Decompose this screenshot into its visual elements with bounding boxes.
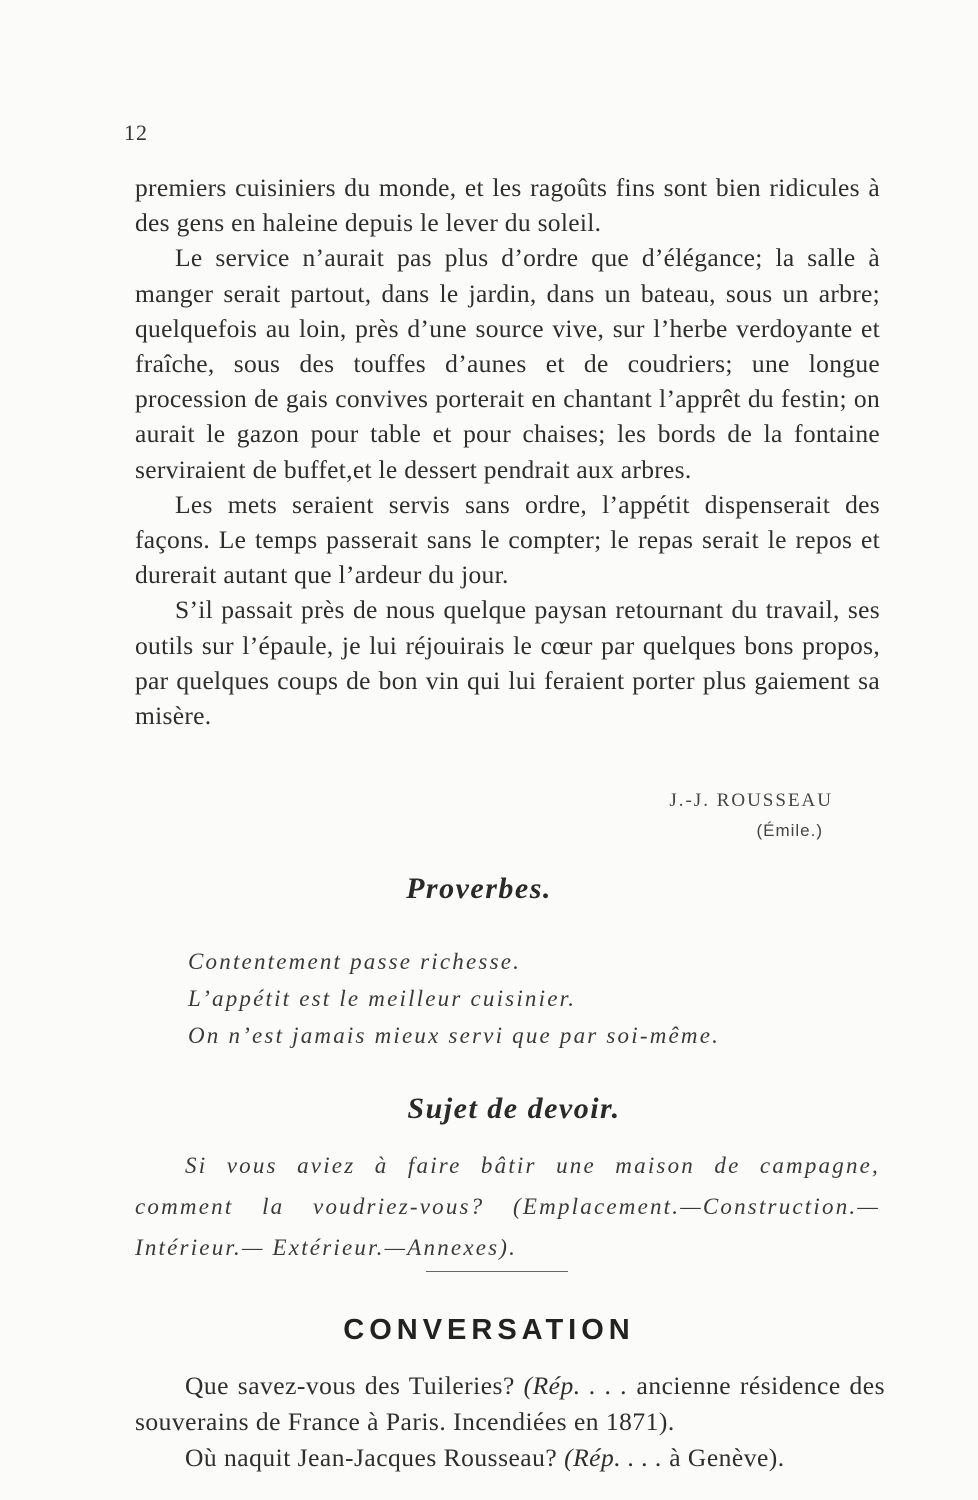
passage-paragraph: premiers cuisiniers du monde, et les ragoûts fins sont bien ridicules à des gens en haleine depuis le lever du soleil. [135,173,880,238]
conversation-question-2 [135,1440,885,1476]
proverb-item: Contentement passe richesse. [188,949,522,974]
proverbs-list [188,943,720,1054]
passage-text [135,170,880,733]
passage-paragraph: S’il passait près de nous quelque paysan retournant du travail, ses outils sur l’épaule, je lui réjouirais le cœur par quelques bons propos, par quelques coups de bon vin qui lui feraient porter plus gaiement sa misère. [135,595,880,731]
passage-paragraph: Les mets seraient servis sans ordre, l’appétit dispenserait des façons. Le temps passerait sans le compter; le repas serait le repos et durerait autant que l’ardeur du jour. [135,489,880,590]
conversation-heading: CONVERSATION [343,1314,635,1346]
signature [669,786,833,846]
author-name: J.-J. ROUSSEAU [669,790,833,811]
proverb-item: L’appétit est le meilleur cuisinier. [188,986,577,1011]
question-text: Que savez-vous des Tuileries? [185,1371,515,1400]
proverbs-heading: Proverbes. [406,872,552,905]
proverb-item: On n’est jamais mieux servi que par soi-même. [188,1023,721,1048]
answer-text: à Genève). [669,1443,785,1472]
answer-label: (Rép. . . . [564,1443,663,1472]
passage-paragraph: Le service n’aurait pas plus d’ordre que d’élégance; la salle à manger serait partout, dans le jardin, dans un bateau, sous un arbre; quelquefois au loin, près d’une source vive, sur l’herbe verdoyante et fraîche, sous des touffes d’aunes et de coudriers; une longue procession de gais convives porterait en chantant l’apprêt du festin; on aurait le gazon pour table et pour chaises; les bords de la fontaine serviraient de buffet,et le dessert pendrait aux arbres. [135,243,880,484]
devoir-text: Si vous aviez à faire bâtir une maison de campagne, comment la voudriez-vous? (Emplacement.—Construction.— Intérieur.— Extérieur.—Annexes). [135,1153,880,1260]
question-text: Où naquit Jean-Jacques Rousseau? [185,1443,558,1472]
answer-text: ancienne résidence des souverains de France à Paris. Incendiées en 1871). [135,1371,885,1436]
source-title: (Émile.) [756,821,823,840]
page-number: 12 [124,120,148,145]
answer-label: (Rép. . . . [523,1371,628,1400]
section-divider [426,1271,568,1272]
conversation-question-1 [135,1368,885,1440]
devoir-heading: Sujet de devoir. [407,1092,621,1125]
conversation-section [135,1368,885,1476]
